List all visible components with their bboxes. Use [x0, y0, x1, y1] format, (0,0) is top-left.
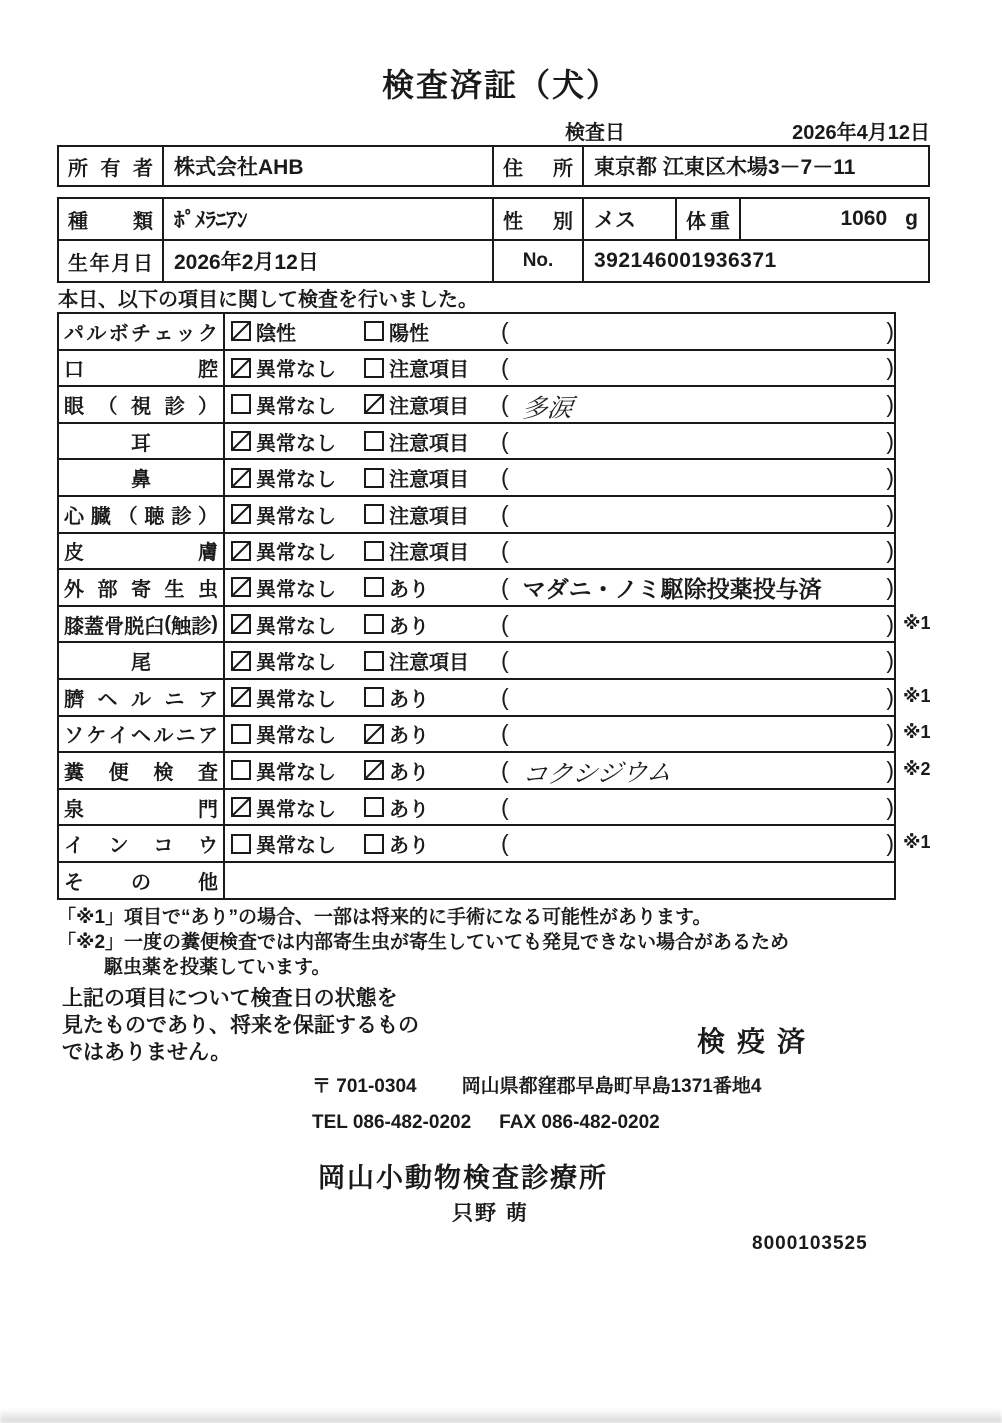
note-paren-close: ): [886, 500, 894, 527]
checkbox-checked-icon: [231, 687, 251, 707]
note-paren-open: (: [501, 610, 509, 637]
checkbox-empty-icon: [231, 760, 251, 780]
option-label: 異常なし: [256, 688, 336, 711]
number-value: 392146001936371: [582, 241, 928, 281]
note-paren-close: ): [886, 647, 894, 674]
note-paren-close: ): [886, 756, 894, 783]
quarantine-stamp: 検疫済: [697, 1026, 818, 1057]
exam-options: [225, 683, 501, 712]
note-paren-open: (: [501, 500, 509, 527]
option-label: 注意項目: [389, 505, 469, 528]
exam-row-content: [225, 790, 894, 825]
option-label: 注意項目: [389, 652, 469, 675]
exam-options: [225, 500, 501, 529]
footnote-mark: ※2: [903, 758, 931, 779]
exam-note: [501, 428, 894, 455]
exam-row-content: [225, 680, 894, 715]
exam-option: [231, 610, 364, 639]
exam-option: [364, 573, 501, 602]
exam-date-label: 検査日: [565, 122, 625, 144]
checkbox-empty-icon: [364, 651, 384, 671]
footnotes: [57, 905, 789, 980]
address-value: 東京都 江東区木場3－7－11: [582, 147, 928, 185]
pet-table-row-2: [59, 241, 928, 281]
option-label: あり: [389, 798, 429, 821]
option-label: あり: [389, 725, 429, 748]
exam-item-label: 臍 ヘ ル ニ ア: [59, 680, 225, 715]
exam-row-box: [57, 458, 896, 495]
note-paren-open: (: [501, 464, 509, 491]
exam-options: [225, 573, 501, 602]
option-label: 異常なし: [256, 798, 336, 821]
checkbox-checked-icon: [231, 431, 251, 451]
exam-option: [364, 829, 501, 858]
exam-row-box: [57, 678, 896, 715]
exam-options: [225, 756, 501, 785]
clinic-postal-code: 〒 701-0304: [312, 1076, 417, 1097]
checkbox-empty-icon: [364, 321, 384, 341]
exam-option: [364, 683, 501, 712]
exam-row-content: [225, 570, 894, 605]
exam-note-text: コクシジウム: [520, 757, 674, 790]
option-label: あり: [389, 578, 429, 601]
disclaimer: [62, 985, 419, 1066]
exam-row-content: [225, 753, 894, 788]
weight-number: 1060: [840, 207, 888, 230]
footnote-mark: ※1: [903, 722, 931, 743]
note-paren-open: (: [501, 354, 509, 381]
exam-options: [225, 829, 501, 858]
exam-note: [501, 794, 894, 821]
footnote-2: 「※2」一度の糞便検査では内部寄生虫が寄生していても発見できない場合があるため: [57, 932, 790, 953]
exam-options: [225, 317, 501, 346]
footnote-mark: ※1: [903, 612, 931, 633]
option-label: 異常なし: [256, 835, 336, 858]
footnote-mark: [896, 495, 945, 532]
footnote-mark: [896, 312, 945, 349]
note-paren-open: (: [501, 720, 509, 747]
checkbox-empty-icon: [364, 468, 384, 488]
checkbox-checked-icon: [364, 394, 384, 414]
checkbox-empty-icon: [364, 431, 384, 451]
checkbox-checked-icon: [231, 651, 251, 671]
footnote-mark: [896, 641, 945, 678]
exam-row: [57, 312, 945, 349]
exam-row-content: [225, 314, 894, 349]
checkbox-checked-icon: [231, 321, 251, 341]
exam-note-text: 多涙: [520, 393, 575, 424]
option-label: あり: [389, 761, 429, 784]
weight-label: 体 重: [675, 199, 739, 239]
exam-row-box: [57, 349, 896, 386]
checkbox-empty-icon: [364, 614, 384, 634]
footnote-1: 「※1」項目で“あり”の場合、一部は将来的に手術になる可能性があります。: [57, 907, 712, 928]
exam-date-row: [565, 116, 930, 145]
exam-option: [231, 317, 364, 346]
option-label: 注意項目: [389, 359, 469, 382]
exam-options: [225, 427, 501, 456]
exam-row: [57, 788, 945, 825]
exam-option: [364, 390, 501, 419]
exam-row: [57, 751, 945, 788]
exam-item-label: 泉 門: [59, 790, 225, 825]
number-label: No.: [492, 241, 582, 281]
checkbox-empty-icon: [364, 687, 384, 707]
disclaimer-line-2: 見たものであり、将来を保証するもの: [62, 1014, 419, 1037]
exam-note: [501, 354, 894, 381]
option-label: 異常なし: [256, 469, 336, 492]
address-label: 住 所: [492, 147, 582, 185]
exam-option: [231, 536, 364, 565]
exam-note: [501, 501, 894, 528]
checkbox-checked-icon: [364, 724, 384, 744]
exam-option: [231, 427, 364, 456]
exam-row: [57, 349, 945, 386]
footnote-mark: [896, 861, 945, 900]
note-paren-open: (: [501, 427, 509, 454]
option-label: 異常なし: [256, 652, 336, 675]
exam-options: [225, 610, 501, 639]
exam-row-content: [225, 497, 894, 532]
note-paren-open: (: [501, 647, 509, 674]
checkbox-empty-icon: [364, 834, 384, 854]
exam-row-content: [225, 643, 894, 678]
exam-row: [57, 532, 945, 569]
checkbox-empty-icon: [231, 834, 251, 854]
breed-label: 種 類: [68, 210, 153, 233]
exam-options: [225, 463, 501, 492]
serial-number: 8000103525: [752, 1233, 868, 1254]
note-paren-open: (: [501, 830, 509, 857]
weight-unit: g: [905, 207, 918, 230]
owner-value: 株式会社AHB: [162, 147, 492, 185]
exam-row-content: [225, 534, 894, 569]
owner-table: [57, 145, 930, 187]
option-label: 注意項目: [389, 542, 469, 565]
exam-options: [225, 646, 501, 675]
scan-smudge: [0, 1409, 1002, 1423]
option-label: 陽性: [389, 322, 429, 345]
exam-row-box: [57, 861, 896, 900]
exam-option: [231, 573, 364, 602]
exam-row-box: [57, 751, 896, 788]
exam-row-content: [225, 863, 894, 898]
footnote-mark: [896, 568, 945, 605]
exam-row: [57, 422, 945, 459]
exam-option: [364, 463, 501, 492]
exam-option: [364, 610, 501, 639]
checkbox-checked-icon: [231, 797, 251, 817]
exam-item-label: 糞 便 検 査: [59, 753, 225, 788]
exam-note: [501, 386, 894, 422]
footnote-mark: ※1: [903, 832, 931, 853]
exam-row-box: [57, 605, 896, 642]
clinic-address: 岡山県都窪郡早島町早島1371番地4: [461, 1076, 762, 1097]
exam-item-label: 尾: [59, 643, 225, 678]
footnote-2-continued: 駆虫薬を投薬しています。: [104, 957, 331, 978]
note-paren-close: ): [886, 317, 894, 344]
exam-note: [501, 684, 894, 711]
note-paren-open: (: [501, 683, 509, 710]
exam-item-label: パ ル ボ チ ェ ッ ク: [59, 314, 225, 349]
exam-option: [364, 719, 501, 748]
option-label: 異常なし: [256, 578, 336, 601]
note-paren-close: ): [886, 683, 894, 710]
footnote-mark: [896, 532, 945, 569]
disclaimer-line-1: 上記の項目について検査日の状態を: [62, 987, 398, 1010]
note-paren-close: ): [886, 427, 894, 454]
exam-date-value: 2026年4月12日: [792, 122, 930, 144]
exam-option: [231, 719, 364, 748]
note-paren-close: ): [886, 537, 894, 564]
option-label: 異常なし: [256, 505, 336, 528]
note-paren-open: (: [501, 573, 509, 600]
birthdate-label: 生 年 月 日: [68, 252, 153, 275]
exam-note: [501, 830, 894, 857]
checkbox-empty-icon: [364, 577, 384, 597]
exam-option: [364, 317, 501, 346]
exam-options: [225, 390, 501, 419]
option-label: 異常なし: [256, 615, 336, 638]
exam-option: [364, 536, 501, 565]
exam-options: [225, 536, 501, 565]
option-label: 異常なし: [256, 395, 336, 418]
option-label: 陰性: [256, 322, 296, 345]
exam-note: [501, 647, 894, 674]
exam-row-content: [225, 607, 894, 642]
checkbox-checked-icon: [231, 358, 251, 378]
checkbox-checked-icon: [364, 760, 384, 780]
exam-item-label: 膝 蓋 骨 脱 臼 ( 触 診 ): [59, 607, 225, 642]
exam-option: [231, 500, 364, 529]
option-label: 異常なし: [256, 725, 336, 748]
exam-options: [225, 353, 501, 382]
exam-row-box: [57, 495, 896, 532]
clinic-name: 岡山小動物検査診療所: [318, 1163, 608, 1193]
checkbox-empty-icon: [231, 394, 251, 414]
note-paren-close: ): [886, 573, 894, 600]
exam-row-content: [225, 826, 894, 861]
note-paren-open: (: [501, 756, 509, 783]
footnote-mark: [896, 788, 945, 825]
exam-row-box: [57, 312, 896, 349]
exam-option: [364, 500, 501, 529]
clinic-tel: TEL 086-482-0202: [312, 1112, 472, 1133]
exam-option: [231, 390, 364, 419]
weight-value: [739, 199, 928, 239]
exam-row: [57, 495, 945, 532]
exam-option: [364, 353, 501, 382]
exam-row-box: [57, 532, 896, 569]
exam-item-label: イ ン コ ウ: [59, 826, 225, 861]
footnote-mark: [896, 458, 945, 495]
exam-row-content: [225, 387, 894, 422]
checkbox-empty-icon: [231, 724, 251, 744]
exam-row-box: [57, 715, 896, 752]
option-label: 注意項目: [389, 469, 469, 492]
option-label: あり: [389, 688, 429, 711]
exam-item-label: 耳: [59, 424, 225, 459]
checkbox-checked-icon: [231, 504, 251, 524]
exam-note: [501, 571, 894, 604]
option-label: あり: [389, 835, 429, 858]
exam-item-label: 眼 （ 視 診 ）: [59, 387, 225, 422]
exam-row: [57, 568, 945, 605]
sex-label: 性 別: [492, 199, 582, 239]
exam-option: [364, 793, 501, 822]
exam-option: [231, 793, 364, 822]
exam-row: [57, 715, 945, 752]
exam-row: [57, 641, 945, 678]
exam-row: [57, 458, 945, 495]
option-label: 異常なし: [256, 542, 336, 565]
note-paren-open: (: [501, 537, 509, 564]
footnote-mark: [896, 385, 945, 422]
exam-table: [57, 312, 945, 900]
exam-item-label: 皮 膚: [59, 534, 225, 569]
exam-options: [225, 793, 501, 822]
pet-table: [57, 197, 930, 283]
footnote-mark: [896, 422, 945, 459]
clinic-address-row: [312, 1071, 761, 1098]
exam-option: [231, 683, 364, 712]
note-paren-close: ): [886, 720, 894, 747]
exam-item-label: 鼻: [59, 460, 225, 495]
exam-item-label: 外 部 寄 生 虫: [59, 570, 225, 605]
note-paren-close: ): [886, 793, 894, 820]
checkbox-checked-icon: [231, 468, 251, 488]
option-label: 異常なし: [256, 432, 336, 455]
note-paren-open: (: [501, 793, 509, 820]
clinic-phone-row: [312, 1112, 660, 1134]
note-paren-close: ): [886, 464, 894, 491]
checkbox-empty-icon: [364, 504, 384, 524]
exam-row-box: [57, 568, 896, 605]
exam-row-box: [57, 422, 896, 459]
exam-option: [364, 646, 501, 675]
exam-note: [501, 752, 894, 788]
exam-row: [57, 824, 945, 861]
option-label: あり: [389, 615, 429, 638]
note-paren-close: ): [886, 610, 894, 637]
exam-item-label: ソ ケ イ ヘ ル ニ ア: [59, 717, 225, 752]
exam-row-box: [57, 385, 896, 422]
exam-row-box: [57, 641, 896, 678]
note-paren-open: (: [501, 317, 509, 344]
note-paren-open: (: [501, 390, 509, 417]
note-paren-close: ): [886, 830, 894, 857]
exam-note: [501, 464, 894, 491]
exam-row: [57, 678, 945, 715]
exam-note: [501, 611, 894, 638]
exam-row: [57, 605, 945, 642]
note-paren-close: ): [886, 390, 894, 417]
exam-row: [57, 861, 945, 900]
exam-item-label: 心 臓 （ 聴 診 ）: [59, 497, 225, 532]
exam-row-content: [225, 351, 894, 386]
option-label: 異常なし: [256, 359, 336, 382]
checkbox-empty-icon: [364, 797, 384, 817]
footnote-mark: [896, 349, 945, 386]
checkbox-empty-icon: [364, 541, 384, 561]
option-label: 異常なし: [256, 761, 336, 784]
exam-row-box: [57, 788, 896, 825]
exam-row-content: [225, 424, 894, 459]
birthdate-value: 2026年2月12日: [162, 241, 492, 281]
option-label: 注意項目: [389, 395, 469, 418]
checkbox-empty-icon: [364, 358, 384, 378]
checkbox-checked-icon: [231, 614, 251, 634]
exam-option: [364, 756, 501, 785]
exam-item-label: 口 腔: [59, 351, 225, 386]
checkbox-checked-icon: [231, 577, 251, 597]
exam-row-box: [57, 824, 896, 861]
sex-value: メス: [582, 199, 675, 239]
veterinarian-name: 只野 萌: [452, 1202, 529, 1225]
exam-note: [501, 537, 894, 564]
exam-options: [225, 719, 501, 748]
owner-label: 所 有 者: [68, 157, 153, 180]
pet-table-row-1: [59, 199, 928, 241]
breed-value: ﾎﾟﾒﾗﾆｱﾝ: [162, 199, 492, 239]
disclaimer-line-3: ではありません。: [62, 1041, 232, 1064]
exam-option: [231, 646, 364, 675]
exam-row: [57, 385, 945, 422]
checkbox-checked-icon: [231, 541, 251, 561]
intro-text: 本日、以下の項目に関して検査を行いました。: [58, 289, 478, 311]
exam-note-text: マダニ・ノミ駆除投薬投与済: [522, 575, 822, 602]
exam-option: [231, 829, 364, 858]
exam-note: [501, 318, 894, 345]
exam-option: [364, 427, 501, 456]
exam-item-label: そ の 他: [59, 863, 225, 898]
exam-row-content: [225, 460, 894, 495]
document-title: 検査済証（犬）: [381, 67, 620, 103]
exam-option: [231, 463, 364, 492]
clinic-fax: FAX 086-482-0202: [499, 1112, 660, 1133]
footnote-mark: ※1: [903, 685, 931, 706]
option-label: 注意項目: [389, 432, 469, 455]
note-paren-close: ): [886, 354, 894, 381]
exam-note: [501, 720, 894, 747]
exam-option: [231, 353, 364, 382]
exam-row-content: [225, 717, 894, 752]
exam-option: [231, 756, 364, 785]
